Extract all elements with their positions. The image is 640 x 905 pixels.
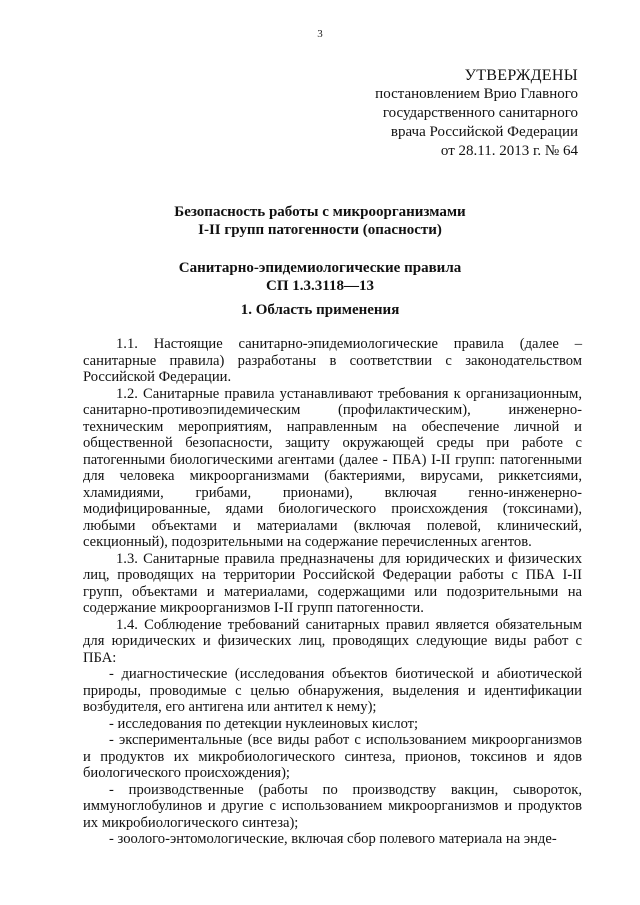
paragraph-1-1: 1.1. Настоящие санитарно-эпидемиологические правила (далее – санитарные правила) разработаны в соответствии с законодательством Российской Федерации. bbox=[83, 336, 582, 385]
document-body bbox=[83, 336, 582, 848]
approval-block bbox=[375, 66, 578, 161]
document-title-block bbox=[0, 203, 640, 295]
paragraph-1-3: 1.3. Санитарные правила предназначены для юридических и физических лиц, проводящих на территории Российской Федерации работы с ПБА I-II групп, объектами и материалами, содержащими или подозрительными на содержание микроорганизмов I-II групп патогенности. bbox=[83, 550, 582, 616]
document-subtitle-line-1: Санитарно-эпидемиологические правила bbox=[178, 260, 462, 276]
list-item: - производственные (работы по производству вакцин, сывороток, иммуноглобулинов и другие с использованием микроорганизмов и продуктов их микробиологического синтеза); bbox=[83, 781, 582, 831]
paragraph-1-4: 1.4. Соблюдение требований санитарных правил является обязательным для юридических и физических лиц, проводящих следующие виды работ с ПБА: bbox=[83, 616, 582, 666]
list-item: - экспериментальные (все виды работ с использованием микроорганизмов и продуктов их микробиологического синтеза, прионов, токсинов и ядов биологического происхождения); bbox=[83, 732, 582, 781]
list-item: - зоолого-энтомологические, включая сбор полевого материала на энде- bbox=[109, 831, 557, 847]
approval-line: государственного санитарного bbox=[382, 105, 578, 121]
approval-line: врача Российской Федерации bbox=[390, 124, 578, 140]
document-subtitle-line-2: СП 1.3.3118—13 bbox=[266, 278, 374, 294]
approval-date-line: от 28.11. 2013 г. № 64 bbox=[440, 143, 578, 159]
section-heading: 1. Область применения bbox=[240, 302, 400, 318]
list-item: - исследования по детекции нуклеиновых кислот; bbox=[109, 715, 419, 732]
page-number: 3 bbox=[317, 28, 323, 40]
approval-line: постановлением Врио Главного bbox=[375, 86, 578, 102]
list-item: - диагностические (исследования объектов биотической и абиотической природы, проводимые с целью обнаружения, выделения и идентификации возбудителя, его антигена или антител к нему); bbox=[83, 666, 582, 715]
approval-heading: УТВЕРЖДЕНЫ bbox=[464, 67, 578, 84]
paragraph-1-2: 1.2. Санитарные правила устанавливают требования к организационным, санитарно-противоэпидемическим (профилактическим), инженерно-техническим мероприятиям, направленным на обеспечение личной и общественной безопасности, защиту окружающей среды при работе с патогенными биологическими агентами (далее - ПБА) I-II групп: патогенными для человека микроорганизмами (бактериями, вирусами, риккетсиями, хламидиями, грибами, прионами), включая генно-инженерно-модифицированные, ядами биологического происхождения (токсинами), любыми объектами и материалами (включая полевой, клинический, секционный), подозрительными на содержание перечисленных агентов. bbox=[83, 385, 582, 550]
document-title-line-2: I-II групп патогенности (опасности) bbox=[198, 222, 442, 238]
document-title-line-1: Безопасность работы с микроорганизмами bbox=[174, 204, 466, 220]
